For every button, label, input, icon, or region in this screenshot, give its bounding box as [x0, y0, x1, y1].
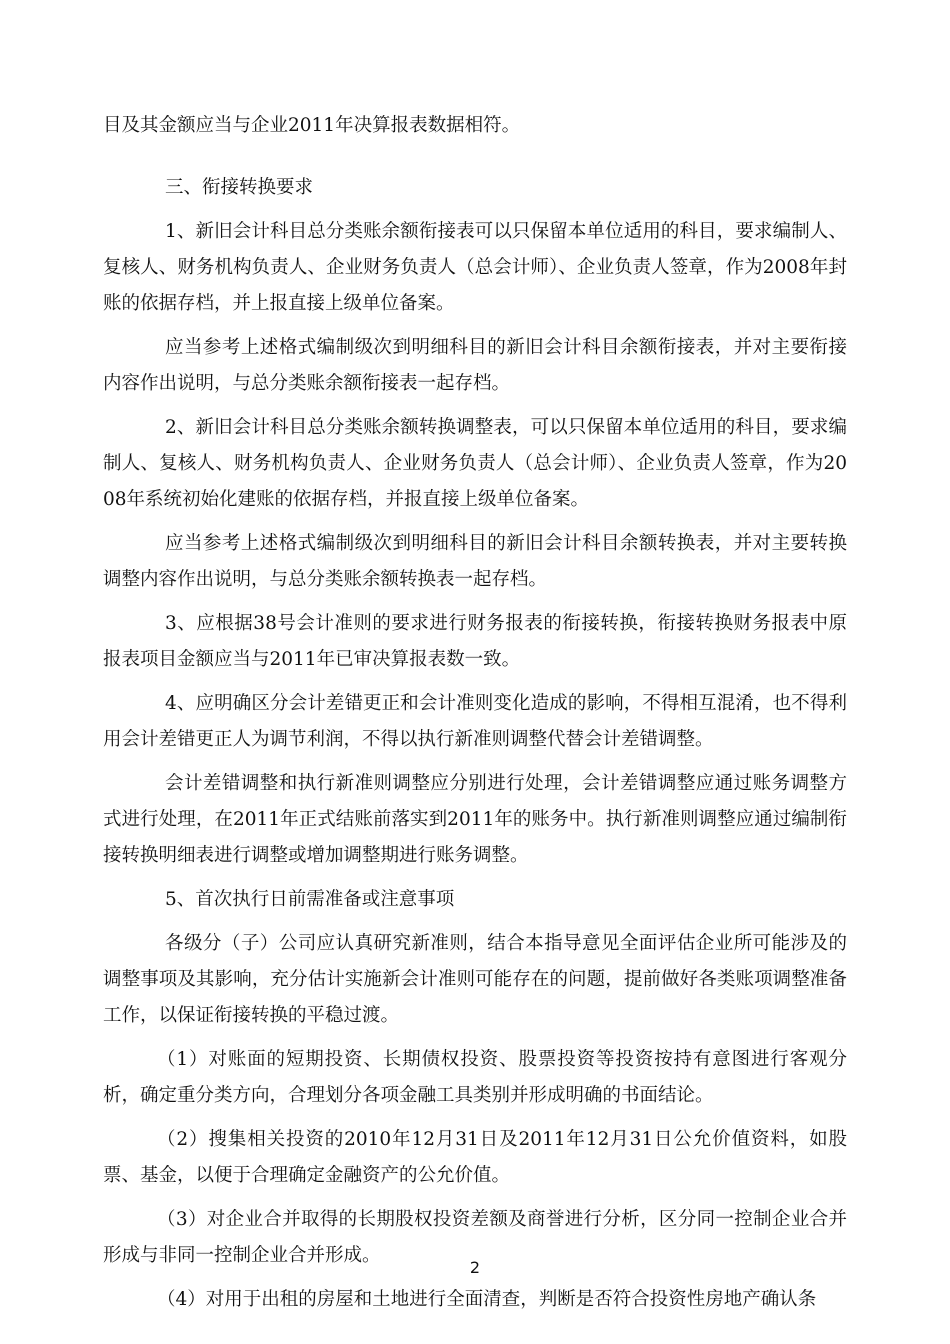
list-item: （1）对账面的短期投资、长期债权投资、股票投资等投资按持有意图进行客观分析，确定重分类方向，合理划分各项金融工具类别并形成明确的书面结论。: [103, 1049, 847, 1106]
section-heading: 三、衔接转换要求: [165, 177, 314, 198]
paragraph: 应当参考上述格式编制级次到明细科目的新旧会计科目余额衔接表，并对主要衔接内容作出说明，与总分类账余额衔接表一起存档。: [103, 337, 847, 394]
subheading: 5、首次执行日前需准备或注意事项: [165, 889, 455, 910]
paragraph: 会计差错调整和执行新准则调整应分别进行处理，会计差错调整应通过账务调整方式进行处理，在2011年正式结账前落实到2011年的账务中。执行新准则调整应通过编制衔接转换明细表进行调整或增加调整期进行账务调整。: [103, 773, 847, 866]
paragraph: 1、新旧会计科目总分类账余额衔接表可以只保留本单位适用的科目，要求编制人、复核人、财务机构负责人、企业财务负责人（总会计师）、企业负责人签章，作为2008年封账的依据存档，并上报直接上级单位备案。: [103, 221, 847, 314]
paragraph: 3、应根据38号会计准则的要求进行财务报表的衔接转换，衔接转换财务报表中原报表项目金额应当与2011年已审决算报表数一致。: [103, 613, 847, 670]
list-item: （4）对用于出租的房屋和土地进行全面清查，判断是否符合投资性房地产确认条: [157, 1289, 817, 1310]
paragraph-continuation: 目及其金额应当与企业2011年决算报表数据相符。: [103, 115, 521, 136]
paragraph: 应当参考上述格式编制级次到明细科目的新旧会计科目余额转换表，并对主要转换调整内容作出说明，与总分类账余额转换表一起存档。: [103, 533, 847, 590]
list-item: （3）对企业合并取得的长期股权投资差额及商誉进行分析，区分同一控制企业合并形成与非同一控制企业合并形成。: [103, 1209, 847, 1266]
paragraph: 4、应明确区分会计差错更正和会计准则变化造成的影响，不得相互混淆，也不得利用会计差错更正人为调节利润，不得以执行新准则调整代替会计差错调整。: [103, 693, 847, 750]
list-item: （2）搜集相关投资的2010年12月31日及2011年12月31日公允价值资料，如股票、基金，以便于合理确定金融资产的公允价值。: [103, 1129, 847, 1186]
page-number: 2: [469, 1258, 481, 1277]
paragraph: 各级分（子）公司应认真研究新准则，结合本指导意见全面评估企业所可能涉及的调整事项及其影响，充分估计实施新会计准则可能存在的问题，提前做好各类账项调整准备工作，以保证衔接转换的平稳过渡。: [103, 933, 847, 1026]
paragraph: 2、新旧会计科目总分类账余额转换调整表，可以只保留本单位适用的科目，要求编制人、复核人、财务机构负责人、企业财务负责人（总会计师）、企业负责人签章，作为2008年系统初始化建账的依据存档，并报直接上级单位备案。: [103, 417, 847, 510]
document-body: [103, 108, 847, 1326]
